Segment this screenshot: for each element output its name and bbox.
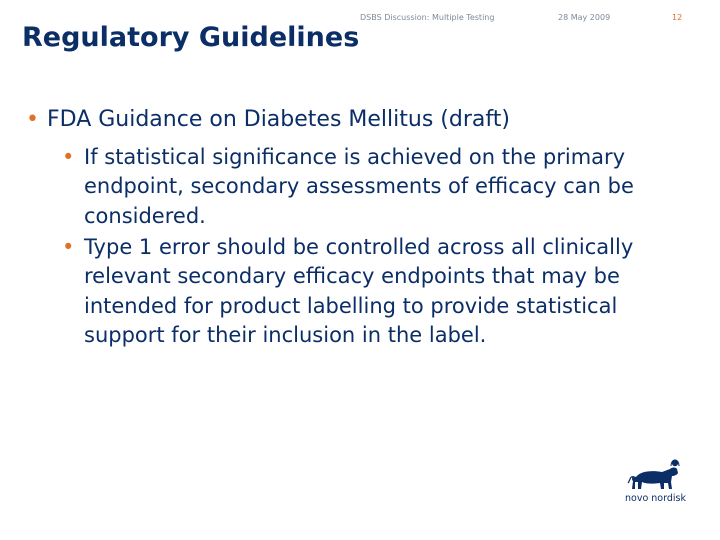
page-number: 12 <box>672 13 683 22</box>
header-topic: DSBS Discussion: Multiple Testing <box>360 13 495 22</box>
sub-bullet-text: Type 1 error should be controlled across all clinically relevant secondary efficacy endpoints that may be intended for product labelling to provide statistical support for their inclusion in the label. <box>84 235 634 347</box>
header-date: 28 May 2009 <box>558 13 611 22</box>
bullet-icon: • <box>62 235 75 259</box>
sub-bullet <box>62 233 702 350</box>
slide-title: Regulatory Guidelines <box>22 22 360 53</box>
apis-bull-logo-icon <box>622 455 690 505</box>
bullet-icon: • <box>62 145 75 169</box>
novo-nordisk-logo <box>622 455 690 505</box>
sub-bullet <box>62 143 702 231</box>
logo-wordmark: novo nordisk <box>625 493 686 504</box>
sub-bullet-text: If statistical significance is achieved on the primary endpoint, secondary assessments of efficacy can be considered. <box>84 145 634 228</box>
main-bullet <box>26 107 510 132</box>
bullet-icon: • <box>26 107 39 132</box>
main-bullet-text: FDA Guidance on Diabetes Mellitus (draft) <box>46 107 510 132</box>
